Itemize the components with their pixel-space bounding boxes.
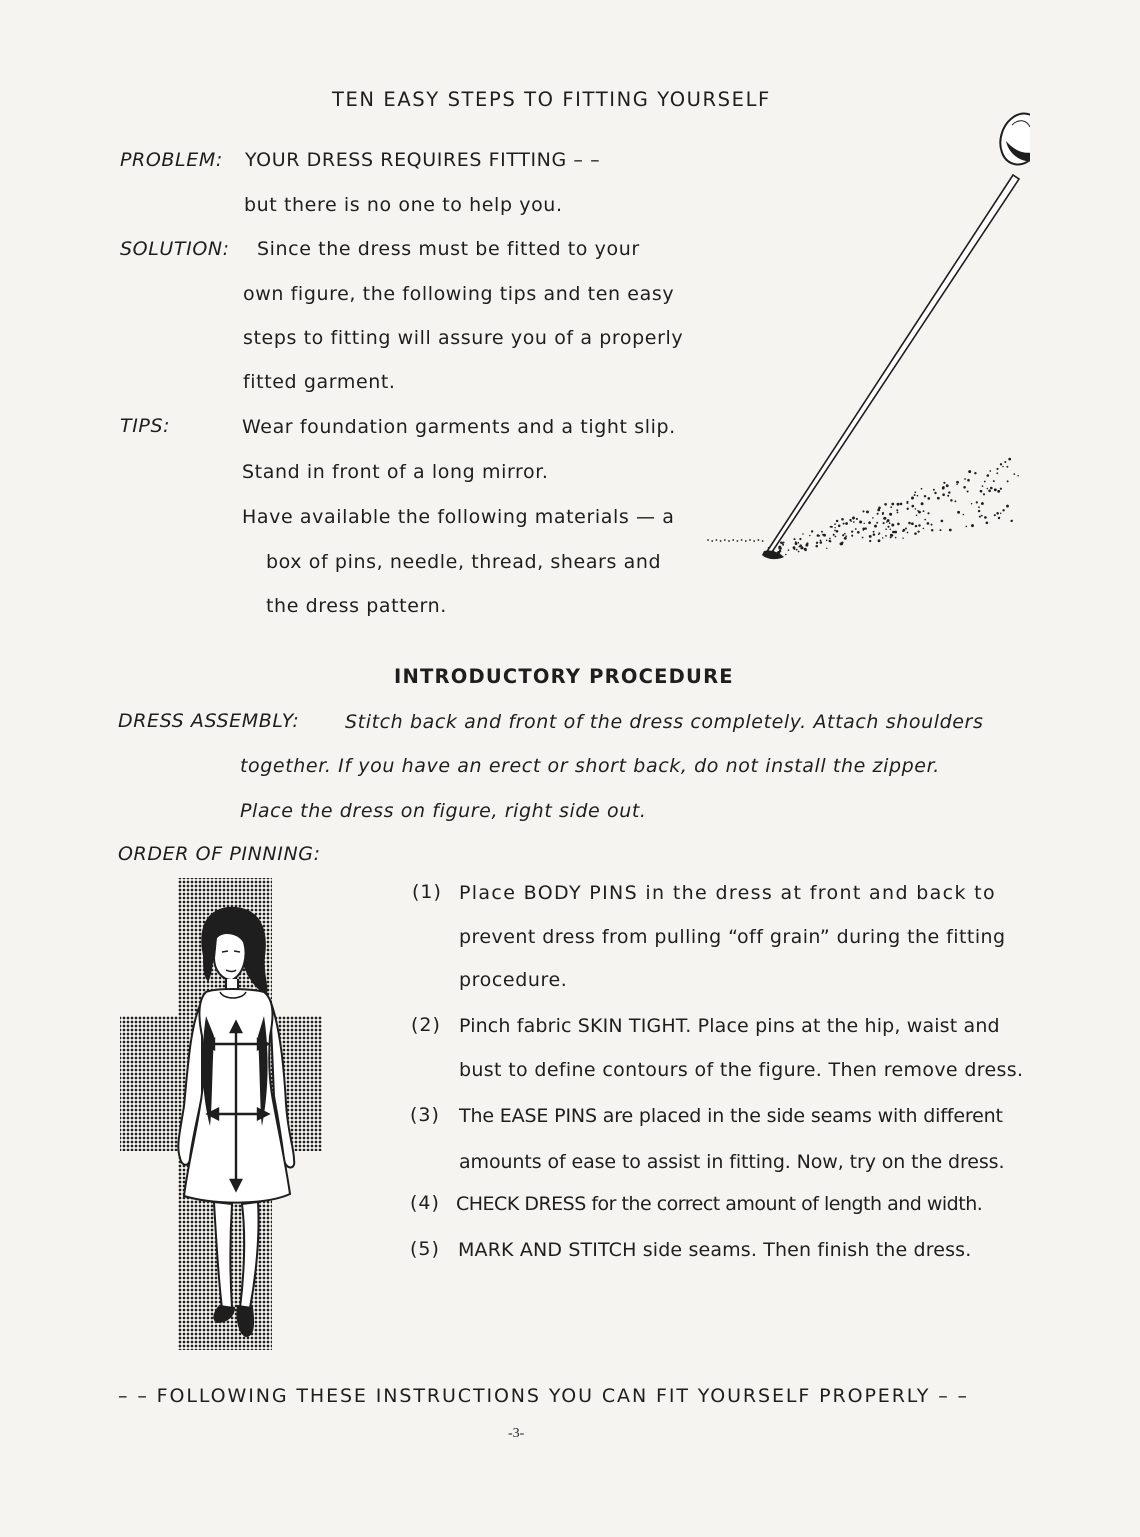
solution-text: steps to fitting will assure you of a properly (243, 327, 684, 349)
solution-text: fitted garment. (243, 371, 396, 393)
solution-label: SOLUTION: (120, 238, 230, 260)
problem-text: but there is no one to help you. (244, 194, 563, 216)
step-text: Place BODY PINS in the dress at front and back to (459, 882, 996, 904)
step-text: MARK AND STITCH side seams. Then finish the dress. (458, 1239, 972, 1261)
assembly-label: DRESS ASSEMBLY: (118, 710, 300, 732)
pin-illustration (700, 105, 1030, 565)
assembly-text: Stitch back and front of the dress completely. Attach shoulders (345, 711, 984, 733)
tips-text: Stand in front of a long mirror. (242, 461, 549, 483)
tips-text: Wear foundation garments and a tight slip. (242, 416, 676, 438)
step-text: procedure. (459, 969, 568, 991)
footer-message: – – FOLLOWING THESE INSTRUCTIONS YOU CAN FIT YOURSELF PROPERLY – – (118, 1385, 969, 1407)
problem-label: PROBLEM: (120, 149, 223, 171)
tips-text: Have available the following materials — a (242, 506, 675, 528)
step-text: prevent dress from pulling “off grain” during the fitting (459, 926, 1006, 948)
step-text: amounts of ease to assist in fitting. Now, try on the dress. (459, 1151, 1005, 1173)
step-text: The EASE PINS are placed in the side seams with different (459, 1105, 1003, 1127)
dress-figure-illustration (118, 876, 324, 1366)
tips-label: TIPS: (120, 415, 171, 437)
step-text: Pinch fabric SKIN TIGHT. Place pins at the hip, waist and (459, 1015, 1000, 1037)
tips-text: the dress pattern. (266, 595, 447, 617)
page-title: TEN EASY STEPS TO FITTING YOURSELF (332, 88, 771, 111)
step-number: (4) (410, 1192, 440, 1214)
step-text: CHECK DRESS for the correct amount of length and width. (456, 1193, 983, 1215)
fabric-stipple (707, 458, 1019, 556)
solution-text: Since the dress must be fitted to your (257, 238, 640, 260)
solution-text: own figure, the following tips and ten easy (243, 283, 675, 305)
step-number: (2) (411, 1014, 441, 1036)
assembly-text: together. If you have an erect or short back, do not install the zipper. (240, 755, 940, 777)
page-number: -3- (508, 1426, 525, 1441)
step-number: (3) (410, 1104, 440, 1126)
step-number: (1) (412, 881, 442, 903)
step-number: (5) (410, 1238, 440, 1260)
section-heading: INTRODUCTORY PROCEDURE (394, 665, 734, 688)
assembly-text: Place the dress on figure, right side out. (240, 800, 647, 822)
problem-text: YOUR DRESS REQUIRES FITTING – – (245, 149, 601, 171)
step-text: bust to define contours of the figure. Then remove dress. (459, 1059, 1024, 1081)
pinning-label: ORDER OF PINNING: (118, 843, 321, 865)
tips-text: box of pins, needle, thread, shears and (266, 551, 662, 573)
